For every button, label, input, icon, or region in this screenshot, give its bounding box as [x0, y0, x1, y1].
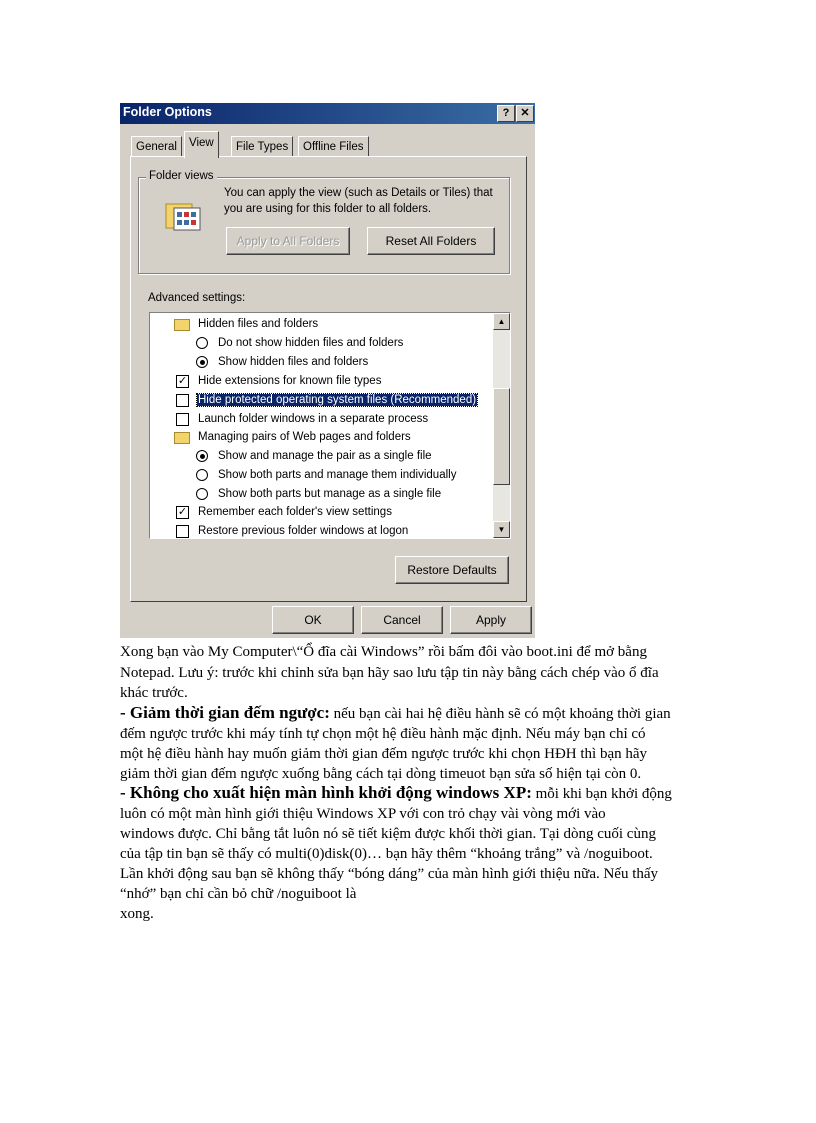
ok-button[interactable]: OK [272, 606, 354, 634]
restore-defaults-button[interactable]: Restore Defaults [395, 556, 509, 584]
scroll-up-icon[interactable]: ▲ [493, 313, 510, 330]
apply-button[interactable]: Apply [450, 606, 532, 634]
tab-offline-files[interactable]: Offline Files [298, 136, 369, 157]
list-item[interactable]: Show both parts and manage them individually [196, 466, 456, 484]
folder-views-label: Folder views [146, 170, 217, 182]
advanced-settings-label: Advanced settings: [148, 292, 246, 304]
advanced-settings-list[interactable] [149, 312, 511, 539]
folder-views-text-2: you are using for this folder to all folders. [224, 203, 432, 215]
scrollbar[interactable] [493, 313, 510, 538]
radio-button[interactable] [196, 469, 208, 481]
folder-options-dialog [120, 103, 535, 638]
folder-icon [174, 319, 190, 331]
doc-paragraph: - Giảm thời gian đếm ngược: nếu bạn cài hai hệ điều hành sẽ có một khoảng thời gian [120, 703, 671, 722]
tab-general[interactable]: General [131, 136, 182, 157]
doc-line: của tập tin bạn sẽ thấy có multi(0)disk(0)… bạn hãy thêm “khoảng trắng” và /noguiboot. [120, 846, 653, 862]
heading: - Không cho xuất hiện màn hình khởi động windows XP: [120, 783, 532, 802]
radio-button[interactable] [196, 337, 208, 349]
list-item[interactable]: ✓ Remember each folder's view settings [177, 506, 392, 518]
list-item[interactable]: Launch folder windows in a separate process [176, 410, 428, 428]
list-item[interactable]: Hidden files and folders [174, 315, 318, 333]
radio-button[interactable] [196, 356, 208, 368]
checkbox[interactable] [176, 394, 189, 407]
folder-icon [174, 432, 190, 444]
folder-views-icon [164, 196, 202, 232]
list-item[interactable]: Show both parts but manage as a single file [196, 485, 441, 503]
doc-line: một hệ điều hành hay muốn giảm thời gian đếm ngược trước khi chọn HĐH thì bạn hãy [120, 746, 648, 762]
radio-button[interactable] [196, 450, 208, 462]
list-item[interactable]: Restore previous folder windows at logon [176, 522, 408, 539]
list-item[interactable]: ✓ Hide extensions for known file types [177, 375, 382, 387]
help-button[interactable]: ? [497, 105, 515, 122]
checkbox[interactable] [176, 525, 189, 538]
list-item[interactable]: Show and manage the pair as a single file [196, 447, 432, 465]
apply-to-all-folders-button[interactable]: Apply to All Folders [226, 227, 350, 255]
doc-line: “nhớ” bạn chỉ cần bỏ chữ /noguiboot là [120, 886, 357, 902]
doc-line: Notepad. Lưu ý: trước khi chỉnh sửa bạn hãy sao lưu tập tin này bằng cách chép vào ổ đĩa [120, 665, 659, 681]
doc-paragraph: - Không cho xuất hiện màn hình khởi động windows XP: mỗi khi bạn khởi động [120, 783, 672, 802]
doc-line: giảm thời gian đếm ngược xuống bằng cách tại dòng timeuot bạn sửa số hiện tại còn 0. [120, 766, 642, 782]
list-item[interactable]: Do not show hidden files and folders [196, 334, 403, 352]
doc-line: đếm ngược trước khi máy tính tự chọn một hệ điều hành mặc định. Nếu máy bạn chỉ có [120, 726, 646, 742]
checkbox[interactable]: ✓ [177, 375, 188, 387]
list-item[interactable]: Hide protected operating system files (Recommended) [176, 391, 477, 409]
checkbox[interactable]: ✓ [177, 506, 188, 518]
list-item[interactable]: Show hidden files and folders [196, 353, 368, 371]
reset-all-folders-button[interactable]: Reset All Folders [367, 227, 495, 255]
doc-line: Xong bạn vào My Computer\“Ổ đĩa cài Windows” rồi bấm đôi vào boot.ini để mở bằng [120, 644, 647, 660]
cancel-button[interactable]: Cancel [361, 606, 443, 634]
title-bar[interactable] [120, 103, 535, 124]
doc-line: luôn có một màn hình giới thiệu Windows XP với con trỏ chạy vài vòng mới vào [120, 806, 606, 822]
close-button[interactable]: ✕ [516, 105, 534, 122]
doc-line: khác trước. [120, 685, 188, 701]
tab-file-types[interactable]: File Types [231, 136, 293, 157]
dialog-title: Folder Options [123, 105, 212, 119]
doc-line: Lần khởi động sau bạn sẽ không thấy “bóng dáng” của màn hình giới thiệu nữa. Nếu thấy [120, 866, 659, 882]
list-item[interactable]: Managing pairs of Web pages and folders [174, 428, 411, 446]
heading: - Giảm thời gian đếm ngược: [120, 703, 330, 722]
folder-views-text-1: You can apply the view (such as Details or Tiles) that [224, 187, 493, 199]
doc-line: windows được. Chỉ bằng tắt luôn nó sẽ tiết kiệm được khối thời gian. Tại dòng cuối cùng [120, 826, 656, 842]
scroll-down-icon[interactable]: ▼ [493, 521, 510, 538]
tab-view[interactable]: View [184, 131, 219, 158]
scroll-thumb[interactable] [493, 388, 510, 485]
doc-line: xong. [120, 906, 154, 922]
checkbox[interactable] [176, 413, 189, 426]
radio-button[interactable] [196, 488, 208, 500]
